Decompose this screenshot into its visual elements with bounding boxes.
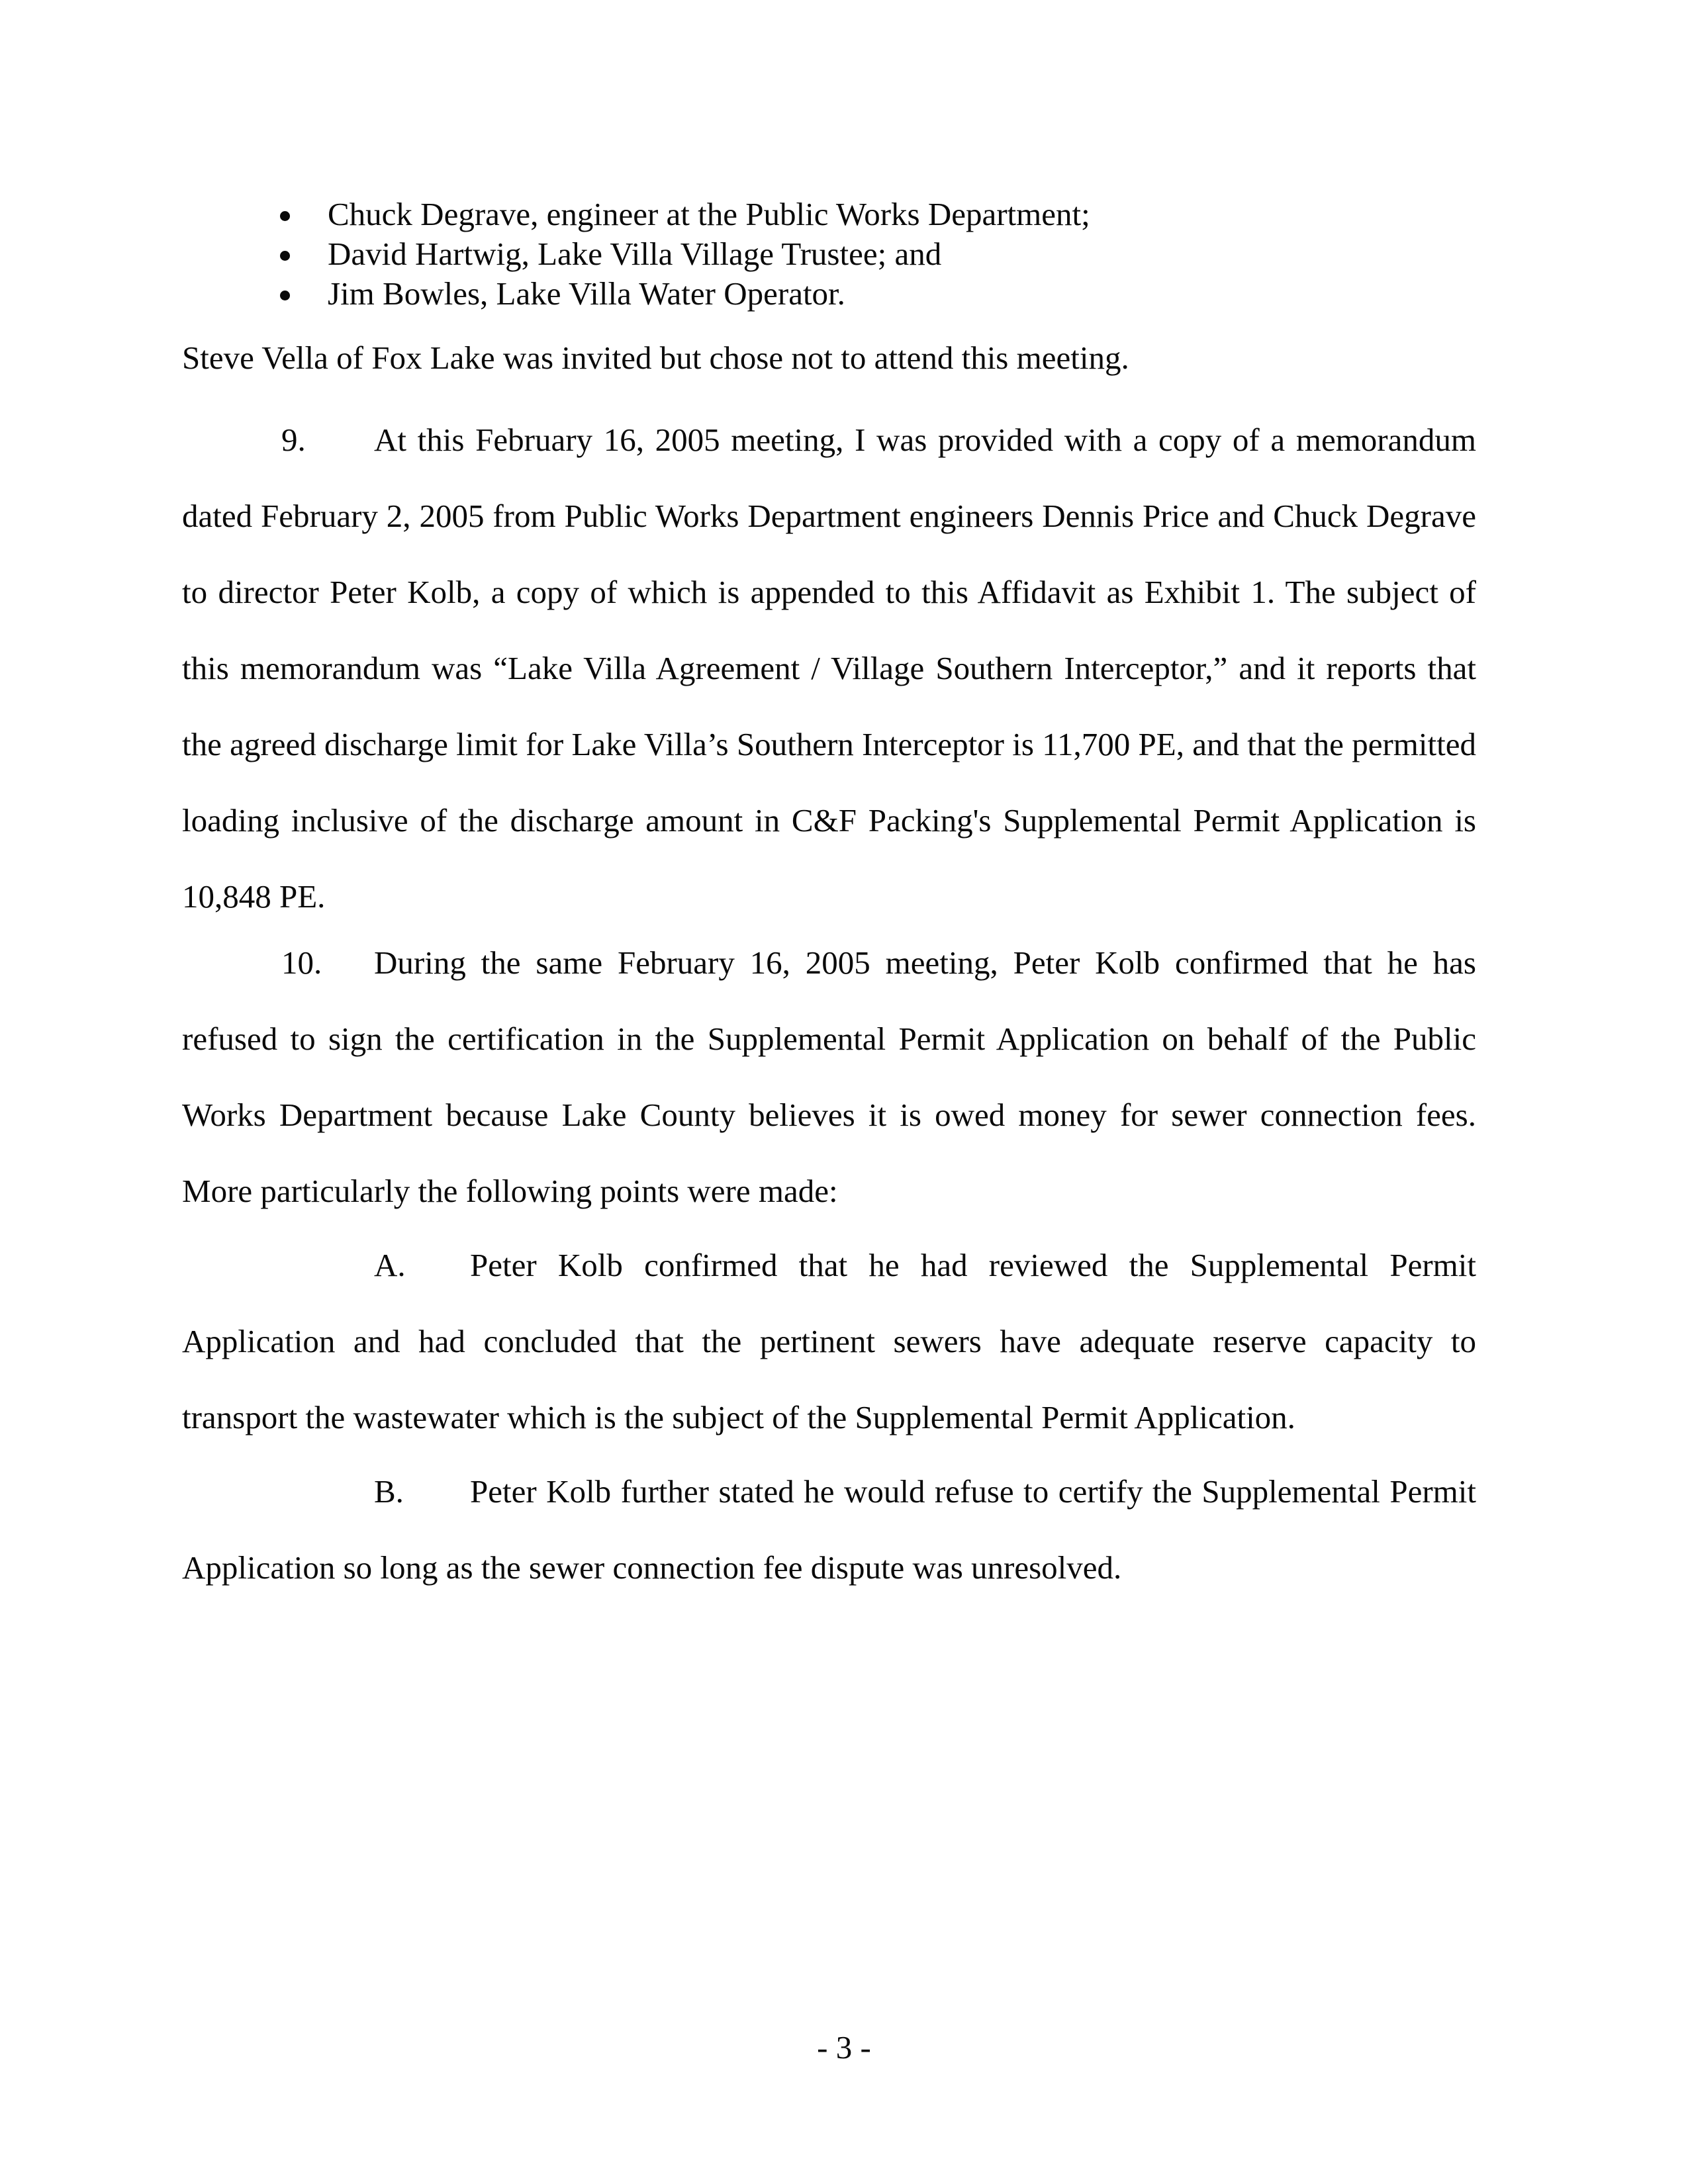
point-label: B. (374, 1473, 404, 1510)
paragraph-10 (182, 925, 1476, 1229)
point-b (182, 1453, 1476, 1606)
paragraph-number: 9. (281, 422, 306, 458)
list-item (275, 195, 1532, 235)
paragraph-text: During the same February 16, 2005 meeting, Peter Kolb confirmed that he has refused to sign the certification in the Supplemental Permit Application on behalf of the Public Works Department because Lake County believes it is owed money for sewer connection fees. More particularly the following points were made: (182, 944, 1476, 1209)
attendance-note: Steve Vella of Fox Lake was invited but chose not to attend this meeting. (182, 340, 1129, 376)
page-number: - 3 - (817, 2029, 871, 2066)
paragraph-text: At this February 16, 2005 meeting, I was provided with a copy of a memorandum dated February 2, 2005 from Public Works Department engineers Dennis Price and Chuck Degrave to director Peter Kolb, a copy of which is appended to this Affidavit as Exhibit 1. The subject of this memorandum was “Lake Villa Agreement / Village Southern Interceptor,” and it reports that the agreed discharge limit for Lake Villa’s Southern Interceptor is 11,700 PE, and that the permitted loading inclusive of the discharge amount in C&F Packing's Supplemental Permit Application is 10,848 PE. (182, 422, 1476, 915)
bullet-icon (280, 211, 290, 221)
attendee-list (275, 195, 1532, 314)
list-item (275, 275, 1532, 314)
point-a (182, 1227, 1476, 1455)
list-item (275, 235, 1532, 275)
bullet-icon (280, 251, 290, 261)
attendee-text: David Hartwig, Lake Villa Village Trustee; and (328, 236, 942, 272)
point-label: A. (374, 1247, 406, 1283)
paragraph-number: 10. (281, 944, 322, 981)
point-text: Peter Kolb further stated he would refuse to certify the Supplemental Permit Application so long as the sewer connection fee dispute was unresolved. (182, 1473, 1476, 1586)
paragraph-9 (182, 402, 1476, 934)
attendee-text: Jim Bowles, Lake Villa Water Operator. (328, 275, 845, 312)
point-text: Peter Kolb confirmed that he had reviewed the Supplemental Permit Application and had concluded that the pertinent sewers have adequate reserve capacity to transport the wastewater which is the subject of the Supplemental Permit Application. (182, 1247, 1476, 1435)
bullet-icon (280, 291, 290, 300)
attendee-text: Chuck Degrave, engineer at the Public Works Department; (328, 196, 1090, 232)
